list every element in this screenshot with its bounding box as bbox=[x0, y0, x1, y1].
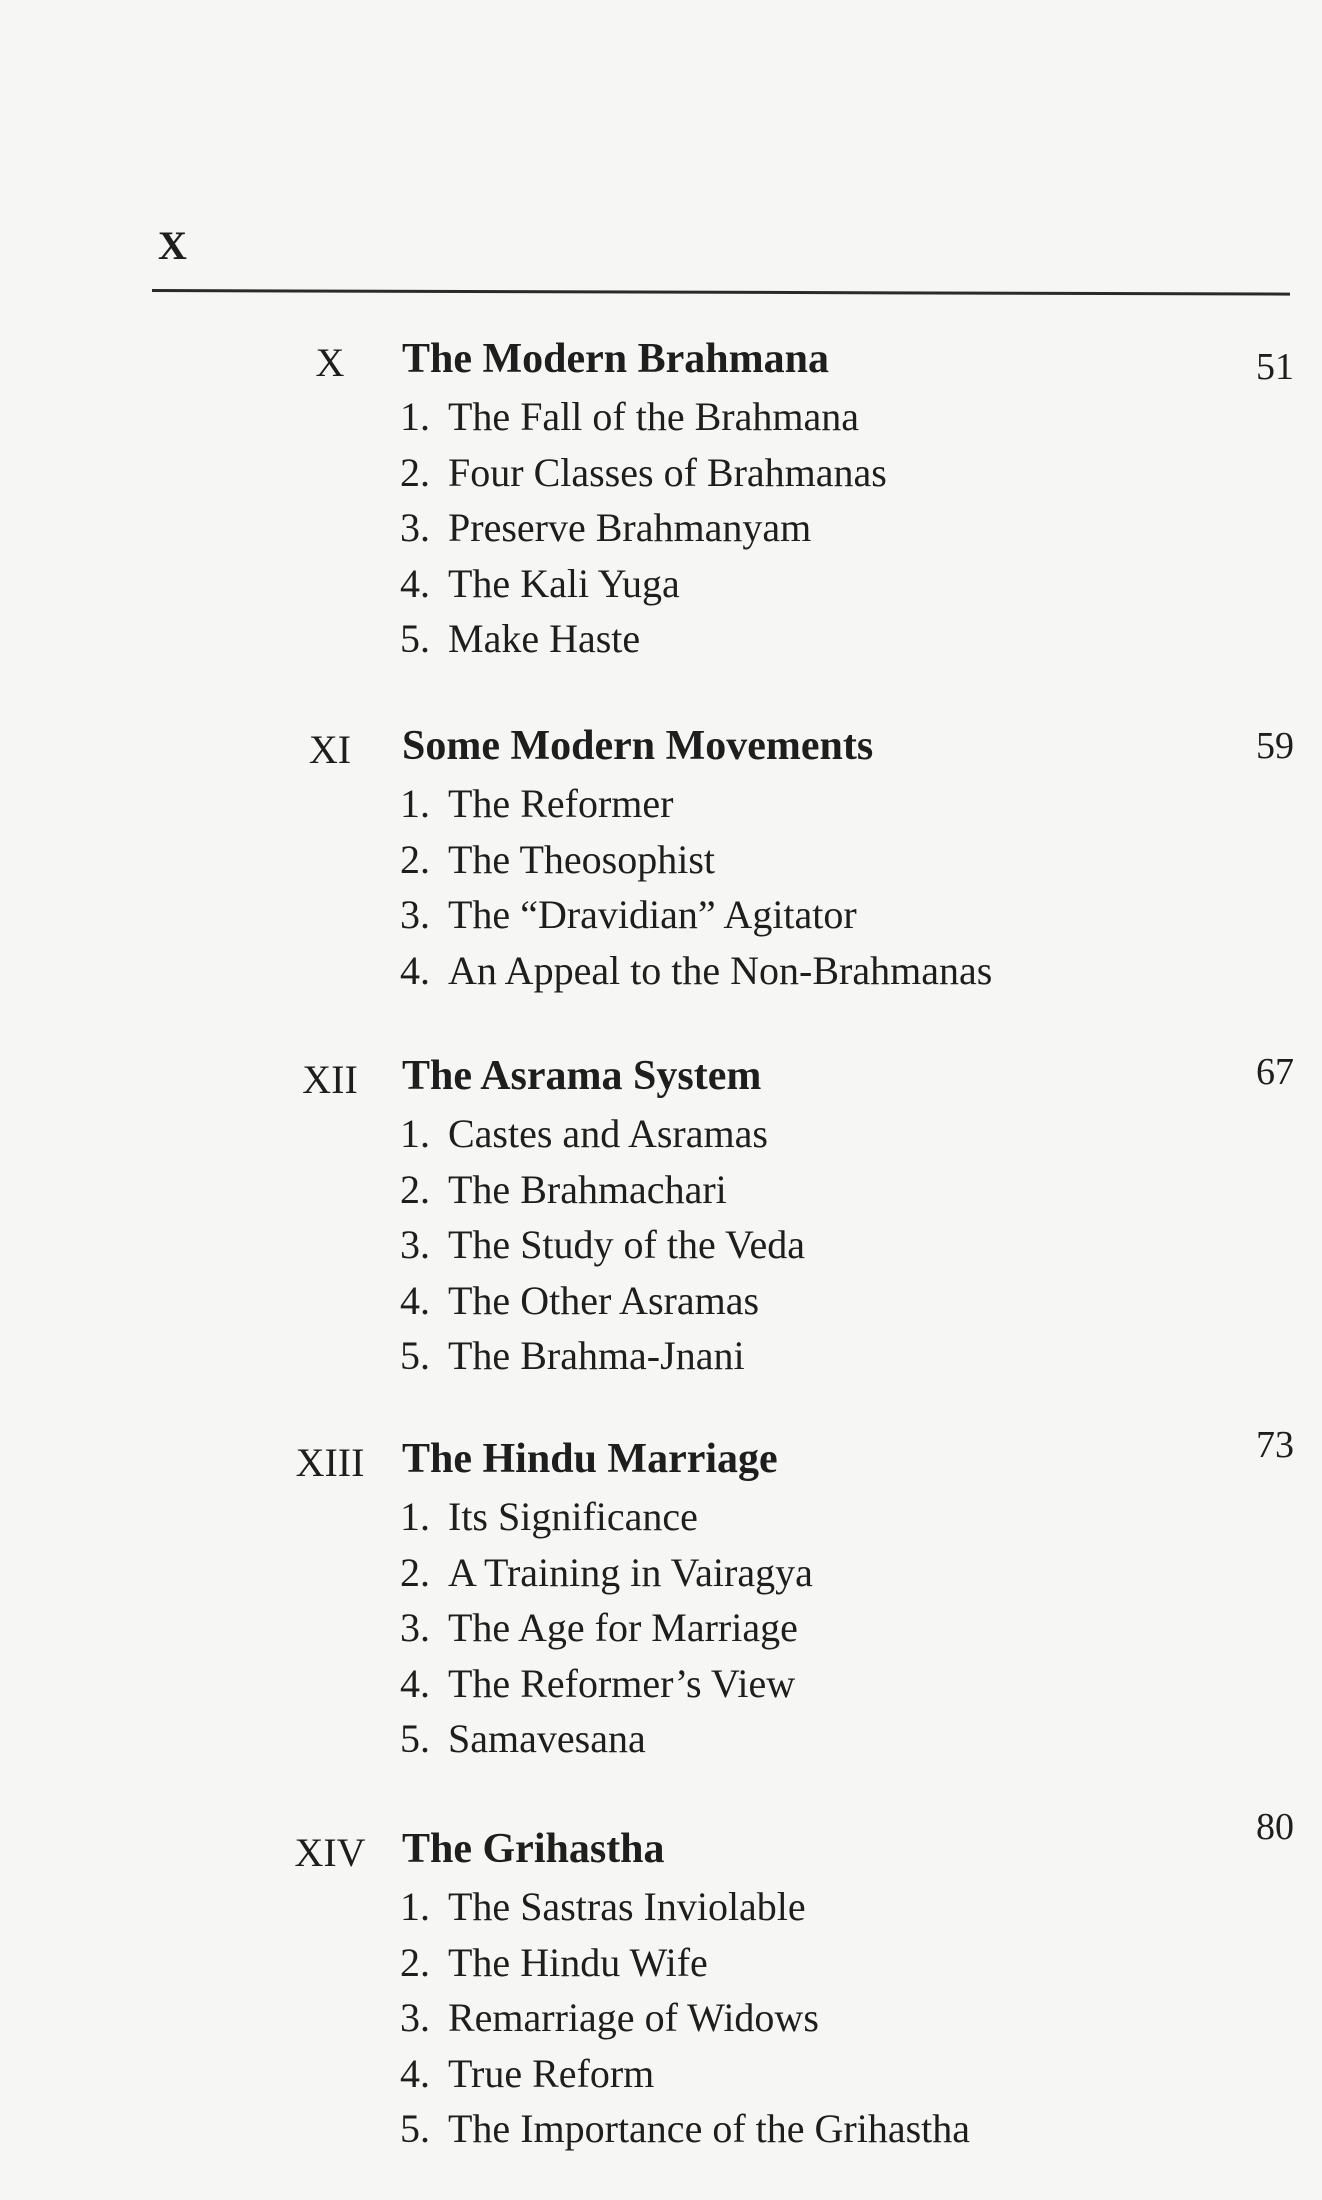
subsection-number: 4. bbox=[400, 1660, 430, 1706]
chapter-numeral: XIII bbox=[295, 1440, 365, 1485]
subsection-item[interactable] bbox=[400, 500, 887, 556]
subsection-title: The Hindu Wife bbox=[448, 1939, 708, 1985]
subsection-number: 1. bbox=[400, 1494, 430, 1539]
subsection-item[interactable] bbox=[400, 445, 887, 501]
chapter-title[interactable]: The Asrama System bbox=[402, 1053, 762, 1099]
subsection-item[interactable] bbox=[400, 1217, 805, 1273]
subsection-number: 1. bbox=[400, 1111, 430, 1156]
subsection-title: The Study of the Veda bbox=[448, 1222, 805, 1267]
header-rule bbox=[152, 289, 1290, 296]
subsection-number: 5. bbox=[400, 616, 430, 661]
chapter-page-number: 67 bbox=[1256, 1051, 1294, 1093]
subsection-number: 1. bbox=[400, 1884, 430, 1929]
subsection-item[interactable] bbox=[400, 1600, 813, 1656]
subsection-title: The “Dravidian” Agitator bbox=[448, 892, 857, 937]
subsection-item[interactable] bbox=[400, 1711, 813, 1767]
subsection-number: 5. bbox=[400, 1716, 430, 1761]
subsection-title: The Kali Yuga bbox=[448, 560, 680, 606]
subsection-title: The Importance of the Grihastha bbox=[448, 2106, 971, 2151]
subsection-number: 2. bbox=[400, 449, 430, 495]
subsection-title: The Age for Marriage bbox=[448, 1605, 798, 1650]
subsection-item[interactable] bbox=[400, 2046, 970, 2102]
subsection-title: Make Haste bbox=[448, 616, 641, 661]
chapter-title[interactable]: The Hindu Marriage bbox=[402, 1436, 778, 1482]
subsection-item[interactable] bbox=[400, 1328, 805, 1384]
subsection-title: Its Significance bbox=[448, 1494, 698, 1539]
subsection-number: 1. bbox=[400, 394, 430, 439]
subsection-list bbox=[400, 389, 887, 667]
subsection-item[interactable] bbox=[400, 611, 887, 667]
chapter-numeral: XI bbox=[308, 727, 352, 772]
subsection-item[interactable] bbox=[400, 1990, 970, 2046]
subsection-title: The Theosophist bbox=[448, 836, 716, 882]
subsection-title: The Reformer’s View bbox=[448, 1660, 796, 1706]
subsection-item[interactable] bbox=[400, 1273, 805, 1329]
subsection-item[interactable] bbox=[400, 1879, 970, 1935]
subsection-title: Remarriage of Widows bbox=[448, 1995, 819, 2040]
chapter-numeral: XII bbox=[302, 1057, 358, 1102]
subsection-item[interactable] bbox=[400, 1656, 813, 1712]
subsection-title: The Brahmachari bbox=[448, 1166, 727, 1212]
subsection-number: 3. bbox=[400, 505, 430, 550]
subsection-number: 4. bbox=[400, 1277, 430, 1323]
chapter-title[interactable]: The Grihastha bbox=[402, 1826, 665, 1872]
subsection-number: 2. bbox=[400, 836, 430, 882]
subsection-item[interactable] bbox=[400, 776, 992, 832]
subsection-number: 2. bbox=[400, 1939, 430, 1985]
subsection-item[interactable] bbox=[400, 556, 887, 612]
subsection-title: The Brahma-Jnani bbox=[448, 1333, 745, 1378]
subsection-title: Castes and Asramas bbox=[448, 1111, 768, 1156]
subsection-number: 4. bbox=[400, 2050, 430, 2096]
subsection-number: 4. bbox=[400, 947, 430, 993]
subsection-title: The Fall of the Brahmana bbox=[448, 394, 859, 439]
subsection-title: Four Classes of Brahmanas bbox=[448, 449, 887, 495]
subsection-title: The Reformer bbox=[448, 781, 674, 826]
subsection-item[interactable] bbox=[400, 887, 992, 943]
subsection-item[interactable] bbox=[400, 1935, 970, 1991]
chapter-numeral: X bbox=[315, 340, 345, 385]
page-number: X bbox=[158, 223, 187, 268]
subsection-item[interactable] bbox=[400, 1162, 805, 1218]
chapter-page-number: 51 bbox=[1256, 346, 1294, 388]
subsection-number: 2. bbox=[400, 1549, 430, 1595]
subsection-list bbox=[400, 1106, 805, 1384]
subsection-title: A Training in Vairagya bbox=[448, 1549, 813, 1595]
subsection-item[interactable] bbox=[400, 389, 887, 445]
chapter-title[interactable]: Some Modern Movements bbox=[402, 723, 874, 769]
subsection-number: 2. bbox=[400, 1166, 430, 1212]
subsection-number: 3. bbox=[400, 1605, 430, 1650]
subsection-number: 3. bbox=[400, 1222, 430, 1267]
subsection-item[interactable] bbox=[400, 1489, 813, 1545]
subsection-item[interactable] bbox=[400, 1106, 805, 1162]
subsection-list bbox=[400, 776, 992, 998]
subsection-list bbox=[400, 1879, 970, 2157]
subsection-number: 1. bbox=[400, 781, 430, 826]
subsection-item[interactable] bbox=[400, 832, 992, 888]
subsection-list bbox=[400, 1489, 813, 1767]
subsection-title: The Sastras Inviolable bbox=[448, 1884, 806, 1929]
subsection-number: 5. bbox=[400, 2106, 430, 2151]
subsection-number: 5. bbox=[400, 1333, 430, 1378]
subsection-item[interactable] bbox=[400, 943, 992, 999]
subsection-number: 3. bbox=[400, 1995, 430, 2040]
chapter-page-number: 59 bbox=[1256, 725, 1294, 767]
chapter-numeral: XIV bbox=[294, 1830, 366, 1875]
subsection-item[interactable] bbox=[400, 1545, 813, 1601]
subsection-title: The Other Asramas bbox=[448, 1277, 760, 1323]
subsection-title: Preserve Brahmanyam bbox=[448, 505, 812, 550]
subsection-title: True Reform bbox=[448, 2050, 655, 2096]
subsection-number: 4. bbox=[400, 560, 430, 606]
chapter-page-number: 73 bbox=[1256, 1424, 1294, 1466]
subsection-title: An Appeal to the Non-Brahmanas bbox=[448, 947, 993, 993]
subsection-item[interactable] bbox=[400, 2101, 970, 2157]
chapter-title[interactable]: The Modern Brahmana bbox=[402, 336, 830, 382]
chapter-page-number: 80 bbox=[1256, 1806, 1294, 1848]
subsection-title: Samavesana bbox=[448, 1716, 646, 1761]
subsection-number: 3. bbox=[400, 892, 430, 937]
